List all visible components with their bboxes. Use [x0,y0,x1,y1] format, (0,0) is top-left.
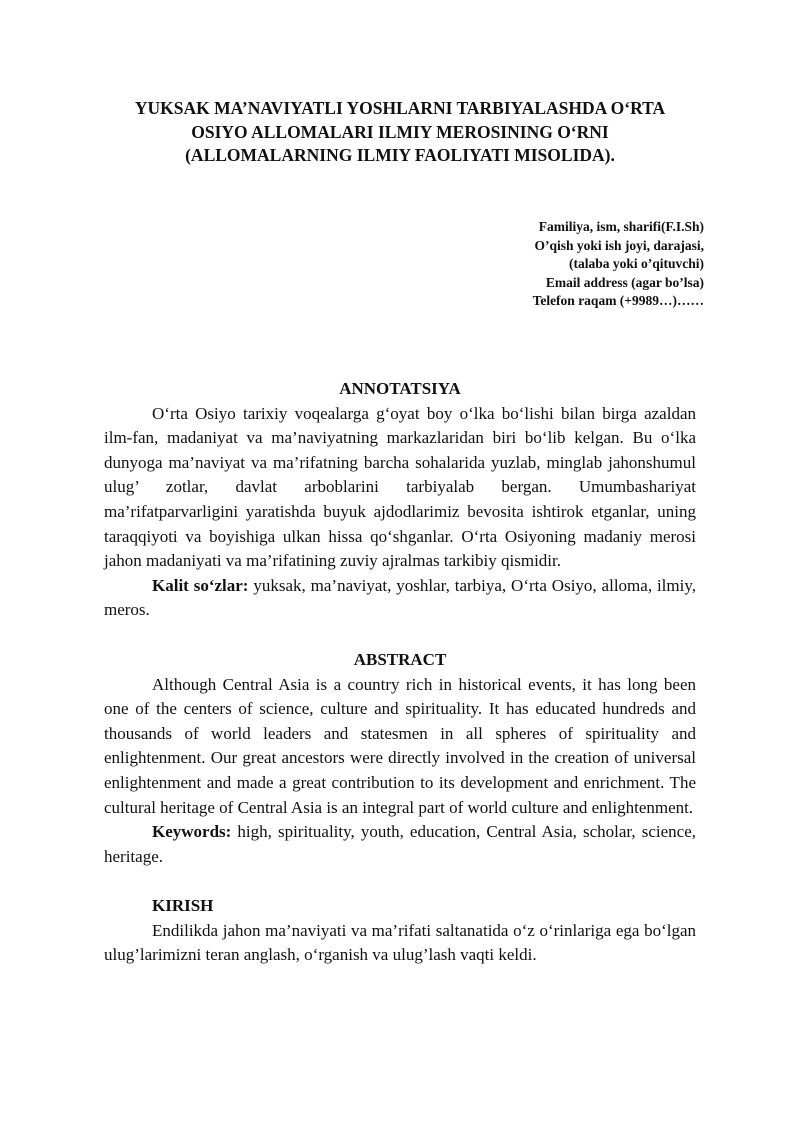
abstract-text: Although Central Asia is a country rich in historical events, it has long been one of the centers of science, culture and spirituality. It has educated hundreds and thousands of world leaders and statesmen in all spheres of spirituality and enlightenment. Our great ancestors were directly involved in the creation of universal enlightenment and made a great contribution to its development and enrichment. The cultural heritage of Central Asia is an integral part of world culture and enlightenment. [104,674,696,817]
spacer [104,623,696,648]
author-workplace: O’qish yoki ish joyi, darajasi, [534,237,704,253]
annotation-keywords-list: yuksak, ma’naviyat, yoshlar, tarbiya, O‘rta Osiyo, alloma, ilmiy, meros. [104,575,696,620]
annotation-keywords [104,574,696,623]
abstract-keywords-list: high, spirituality, youth, education, Central Asia, scholar, science, heritage. [104,822,696,866]
document-body [104,377,696,968]
author-phone: Telefon raqam (+9989…)…… [532,293,704,309]
abstract-keywords [104,820,696,869]
annotation-keywords-label: Kalit so‘zlar: [152,575,249,595]
author-name: Familiya, ism, sharifi(F.I.Sh) [538,219,704,234]
spacer [104,869,696,894]
intro-heading: KIRISH [152,896,214,916]
author-email: Email address (agar bo’lsa) [545,274,704,290]
author-status: (talaba yoki o’qituvchi) [568,256,704,272]
title-line-1: YUKSAK MA’NAVIYATLI YOSHLARNI TARBIYALASHDA O‘RTA [134,98,666,118]
abstract-heading: ABSTRACT [353,649,447,669]
intro-text: Endilikda jahon ma’naviyati va ma’rifati saltanatida o‘z o‘rinlariga ega bo‘lgan ulug’larimizni teran anglash, o‘rganish va ulug’lash vaqti keldi. [104,920,696,965]
title-line-2: OSIYO ALLOMALARI ILMIY MEROSINING O‘RNI [191,121,609,142]
title-line-3: (ALLOMALARNING ILMIY FAOLIYATI MISOLIDA). [185,145,615,165]
abstract-keywords-label: Keywords: [152,822,232,842]
annotation-heading: ANNOTATSIYA [339,379,461,398]
author-info [533,218,704,311]
paper-title [80,97,720,168]
annotation-text: O‘rta Osiyo tarixiy voqealarga g‘oyat boy o‘lka bo‘lishi bilan birga azaldan ilm-fan, madaniyat va ma’naviyatning markazlaridan biri bo‘lib kelgan. Bu o‘lka dunyoga ma’naviyat va ma’rifatning barcha sohalarida yuzlab, minglab jahonshumul ulug’ zotlar, davlat arboblarini tarbiyalab bergan. Umumbashariyat ma’rifatparvarligini yaratishda buyuk ajdodlarimiz bevosita ishtirok etganlar, uning taraqqiyoti va boyishiga ulkan hissa qo‘shganlar. O‘rta Osiyoning madaniy merosi jahon madaniyati va ma’rifatining zuviy ajralmas tarkibiy qismidir. [104,403,696,571]
